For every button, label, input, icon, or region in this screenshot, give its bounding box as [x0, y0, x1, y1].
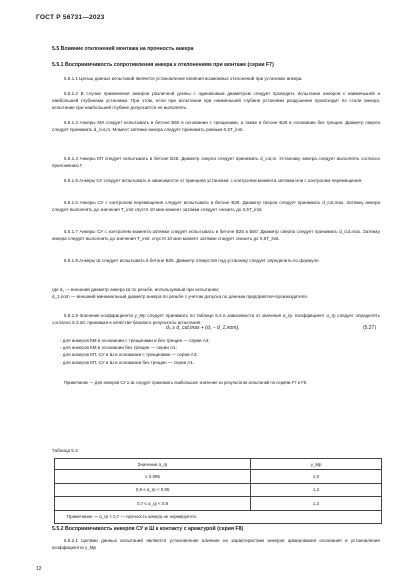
table-row	[55, 470, 382, 484]
legend-d1: где d₁ — внешний диаметр анкера Ш по резьбе, используемый при испытании;	[52, 287, 220, 292]
paragraph-5-5-2-1: 5.5.2.1 Целями данных испытаний являются установление влияния на характеристики анкеров армирования основания и установление коэффициента γ_Mp	[52, 538, 380, 551]
paragraph-5-5-1-5: 5.5.1.5 Анкеры СУ следует испытывать в зависимости от принципа установки: с контролем момента затяжки или с контролем перемещения.	[64, 178, 363, 183]
table-cell: 0,7 ≤ α_rp < 0,8	[55, 497, 251, 511]
table-cell: 0,8 ≤ α_rp < 0,95	[55, 483, 251, 497]
list-item: - для анкеров КМ в основании с трещинами и без трещин — серии А4;	[60, 338, 210, 343]
legend-d1nom: d_1,nom — внешний минимальный диаметр анкера по резьбе с учетом допуска по данным предприятия-производителя.	[52, 294, 308, 299]
formula-legend	[52, 286, 380, 300]
formula-expression: d₀ ≥ d_cut,max + (d₁ − d_1,nom),	[166, 325, 240, 331]
table-caption: Таблица 5.3	[52, 448, 78, 453]
series-list	[60, 337, 210, 366]
table-note: Примечание — α_rp < 0,7 — прочность анкера не нормируется.	[55, 510, 382, 524]
table-cell: 1,2	[251, 483, 382, 497]
document-header: ГОСТ Р 56731—2023	[36, 14, 105, 21]
coefficient-table	[54, 458, 382, 524]
paragraph-5-5-1-4: 5.5.1.4 Анкеры КП следует испытывать в бетоне В25. Диаметр сверла следует принимать d_cut,m. Установку анкера следует выполнять согласно приложению Г.	[52, 156, 380, 169]
paragraph-5-5-1-6: 5.5.1.6 Анкеры СУ с контролем перемещения следует испытывать в бетоне В25. Диаметр сверла следует принимать d_cut,max. Затяжку анкера следует выполнять до значения T_inst спустя 10 мин момент затяжки следует снизить до 0,5T_inst.	[52, 200, 380, 213]
table-header: Значение α_rp	[55, 459, 251, 470]
section-title: 5.5 Влияние отклонений монтажа на прочность анкера	[52, 46, 194, 52]
page-number: 12	[36, 566, 42, 572]
table-header-row	[55, 459, 382, 470]
paragraph-5-5-1-7: 5.5.1.7 Анкеры СУ с контролем момента затяжки следует испытывать в бетоне В25 в В60. Диаметр сверла следует принимать d_cut,max. Затяжку анкера следует выполнить до значения T_inst, спустя 10 мин момент затяжки следует снизить до 0,5T_inst.	[52, 229, 380, 242]
formula-5-27	[0, 325, 414, 335]
note: Примечание — Для анкеров СУ и Ш следует принимать наибольшее значение из результатов испытаний по сериям F7 и F8.	[64, 380, 308, 385]
paragraph-5-5-1-8: 5.5.1.8 Анкеры Ш следует испытывать в бетоне В25. Диаметр отверстия под установку следует определить по формуле	[64, 258, 319, 263]
list-item: - для анкеров КП, СУ и Ш в основании без трещин — серии А1.	[60, 359, 195, 365]
table-header: γ_Mp	[251, 459, 382, 470]
list-item: - для анкеров КМ в основании без трещин — серии А1;	[60, 345, 177, 351]
subsection-title-5-5-1: 5.5.1 Восприимчивость сопротивления анкера к отклонениям при монтаже (серии F7)	[52, 62, 274, 68]
table-cell: 1,0	[251, 470, 382, 484]
table-row	[55, 497, 382, 511]
table-row	[55, 483, 382, 497]
paragraph-5-5-1-3: 5.5.1.3 Анкеры КМ следует испытывать в бетоне В50 в основании с трещинами, а также в бетоне В25 в основании без трещин. Диаметр сверла следует принимать d_cut,m. Момент затяжки анкера следует принимать равным 0,5T_inst.	[52, 120, 380, 133]
subsection-title-5-5-2: 5.5.2 Восприимчивость анкеров СУ и Ш к контакту с арматурой (серия F8)	[52, 526, 244, 532]
paragraph-5-5-1-1: 5.5.1.1 Целью данных испытаний является установление влияния возможных отклонений при установке анкера.	[64, 76, 303, 81]
formula-number: (5.27)	[362, 325, 376, 331]
paragraph-5-5-1-2: 5.5.1.2 В случае применения анкеров различной длины с одинаковым диаметром следует проводить испытание анкеров с наименьшей и наибольшей глубинами установки. При этом, если при испытании при наименьшей глубине установки разрушение происходит по стали анкера, испытание при наибольшей глубине допускается не выполнять.	[52, 91, 380, 111]
paragraph-5-5-1-9: 5.5.1.9 Значение коэффициента γ_Mp следует принимать по таблице 5.3 в зависимости от значения α_rp. Коэффициент α_rp следует определять согласно 5.3.20, принимая в качестве базового результаты испытания:	[52, 313, 380, 326]
table-cell: ≥ 0,095	[55, 470, 251, 484]
table-note-row	[55, 510, 382, 524]
list-item: - для анкеров КП, СУ и Ш в основании с трещинами — серии А3;	[60, 352, 198, 358]
table-cell: 1,4	[251, 497, 382, 511]
